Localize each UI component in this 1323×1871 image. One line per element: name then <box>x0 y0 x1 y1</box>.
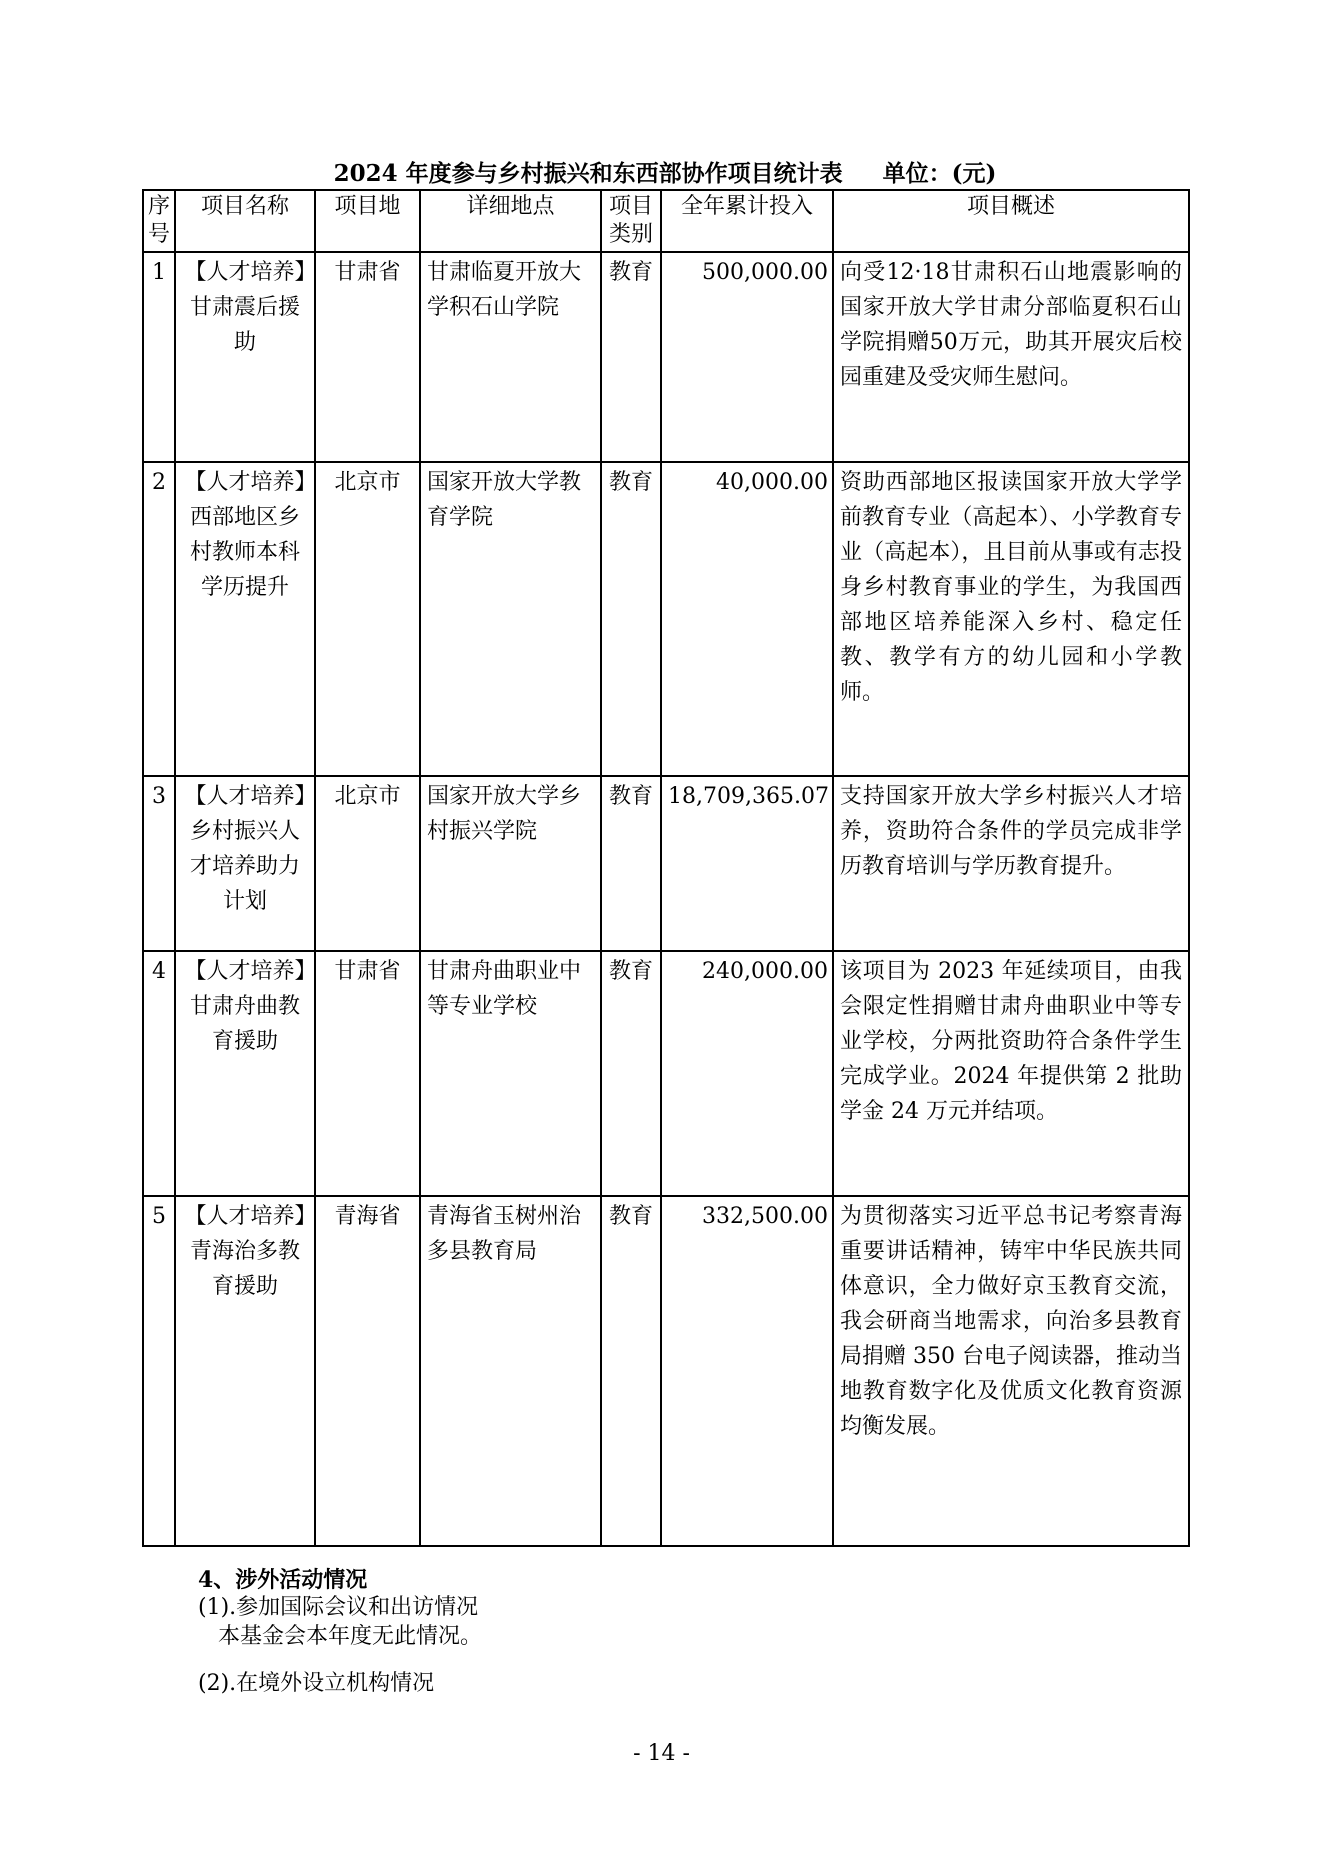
project-category: 教育 <box>601 252 661 462</box>
project-place: 甘肃省 <box>315 951 420 1196</box>
page-number: - 14 - <box>633 1741 690 1766</box>
project-location: 国家开放大学乡村振兴学院 <box>420 776 601 951</box>
project-category: 教育 <box>601 776 661 951</box>
table-row <box>143 252 1189 462</box>
project-location: 青海省玉树州治多县教育局 <box>420 1196 601 1546</box>
row-index: 2 <box>143 462 175 776</box>
project-category: 教育 <box>601 462 661 776</box>
subsection-body: 本基金会本年度无此情况。 <box>218 1624 483 1649</box>
project-summary: 资助西部地区报读国家开放大学学前教育专业（高起本）、小学教育专业（高起本），且目前从事或有志投身乡村教育事业的学生，为我国西部地区培养能深入乡村、稳定任教、教学有方的幼儿园和小学教师。 <box>833 462 1189 776</box>
project-amount: 240,000.00 <box>661 951 833 1196</box>
table-title <box>142 160 1188 188</box>
column-header: 序号 <box>143 190 175 252</box>
table-row <box>143 1196 1189 1546</box>
project-amount: 18,709,365.07 <box>661 776 833 951</box>
project-amount: 40,000.00 <box>661 462 833 776</box>
table-title-text: 2024 年度参与乡村振兴和东西部协作项目统计表 <box>333 160 843 187</box>
project-summary: 为贯彻落实习近平总书记考察青海重要讲话精神，铸牢中华民族共同体意识，全力做好京玉教育交流，我会研商当地需求，向治多县教育局捐赠 350 台电子阅读器，推动当地教育数字化及优质文化教育资源均衡发展。 <box>833 1196 1189 1546</box>
row-index: 4 <box>143 951 175 1196</box>
table-row <box>143 776 1189 951</box>
project-location: 甘肃临夏开放大学积石山学院 <box>420 252 601 462</box>
project-name: 【人才培养】甘肃震后援助 <box>175 252 315 462</box>
project-place: 甘肃省 <box>315 252 420 462</box>
column-header: 项目地 <box>315 190 420 252</box>
project-statistics-table <box>142 189 1190 1547</box>
project-amount: 500,000.00 <box>661 252 833 462</box>
project-summary: 该项目为 2023 年延续项目，由我会限定性捐赠甘肃舟曲职业中等专业学校，分两批资助符合条件学生完成学业。2024 年提供第 2 批助学金 24 万元并结项。 <box>833 951 1189 1196</box>
project-place: 青海省 <box>315 1196 420 1546</box>
project-location: 甘肃舟曲职业中等专业学校 <box>420 951 601 1196</box>
project-name: 【人才培养】青海治多教育援助 <box>175 1196 315 1546</box>
section-heading: 4、涉外活动情况 <box>198 1567 368 1593</box>
table-unit: 单位：(元) <box>882 160 997 187</box>
project-summary: 向受12·18甘肃积石山地震影响的国家开放大学甘肃分部临夏积石山学院捐赠50万元，助其开展灾后校园重建及受灾师生慰问。 <box>833 252 1189 462</box>
table-row <box>143 951 1189 1196</box>
column-header: 项目类别 <box>601 190 661 252</box>
table-row <box>143 462 1189 776</box>
subsection-title: (1).参加国际会议和出访情况 <box>198 1595 479 1620</box>
project-name: 【人才培养】甘肃舟曲教育援助 <box>175 951 315 1196</box>
project-category: 教育 <box>601 1196 661 1546</box>
project-summary: 支持国家开放大学乡村振兴人才培养，资助符合条件的学员完成非学历教育培训与学历教育提升。 <box>833 776 1189 951</box>
project-location: 国家开放大学教育学院 <box>420 462 601 776</box>
column-header: 全年累计投入 <box>661 190 833 252</box>
project-place: 北京市 <box>315 776 420 951</box>
row-index: 5 <box>143 1196 175 1546</box>
column-header: 项目名称 <box>175 190 315 252</box>
project-category: 教育 <box>601 951 661 1196</box>
project-place: 北京市 <box>315 462 420 776</box>
subsection-title: (2).在境外设立机构情况 <box>198 1671 435 1696</box>
column-header: 项目概述 <box>833 190 1189 252</box>
project-name: 【人才培养】西部地区乡村教师本科学历提升 <box>175 462 315 776</box>
row-index: 1 <box>143 252 175 462</box>
table-header-row <box>143 190 1189 252</box>
project-amount: 332,500.00 <box>661 1196 833 1546</box>
row-index: 3 <box>143 776 175 951</box>
column-header: 详细地点 <box>420 190 601 252</box>
project-name: 【人才培养】乡村振兴人才培养助力计划 <box>175 776 315 951</box>
